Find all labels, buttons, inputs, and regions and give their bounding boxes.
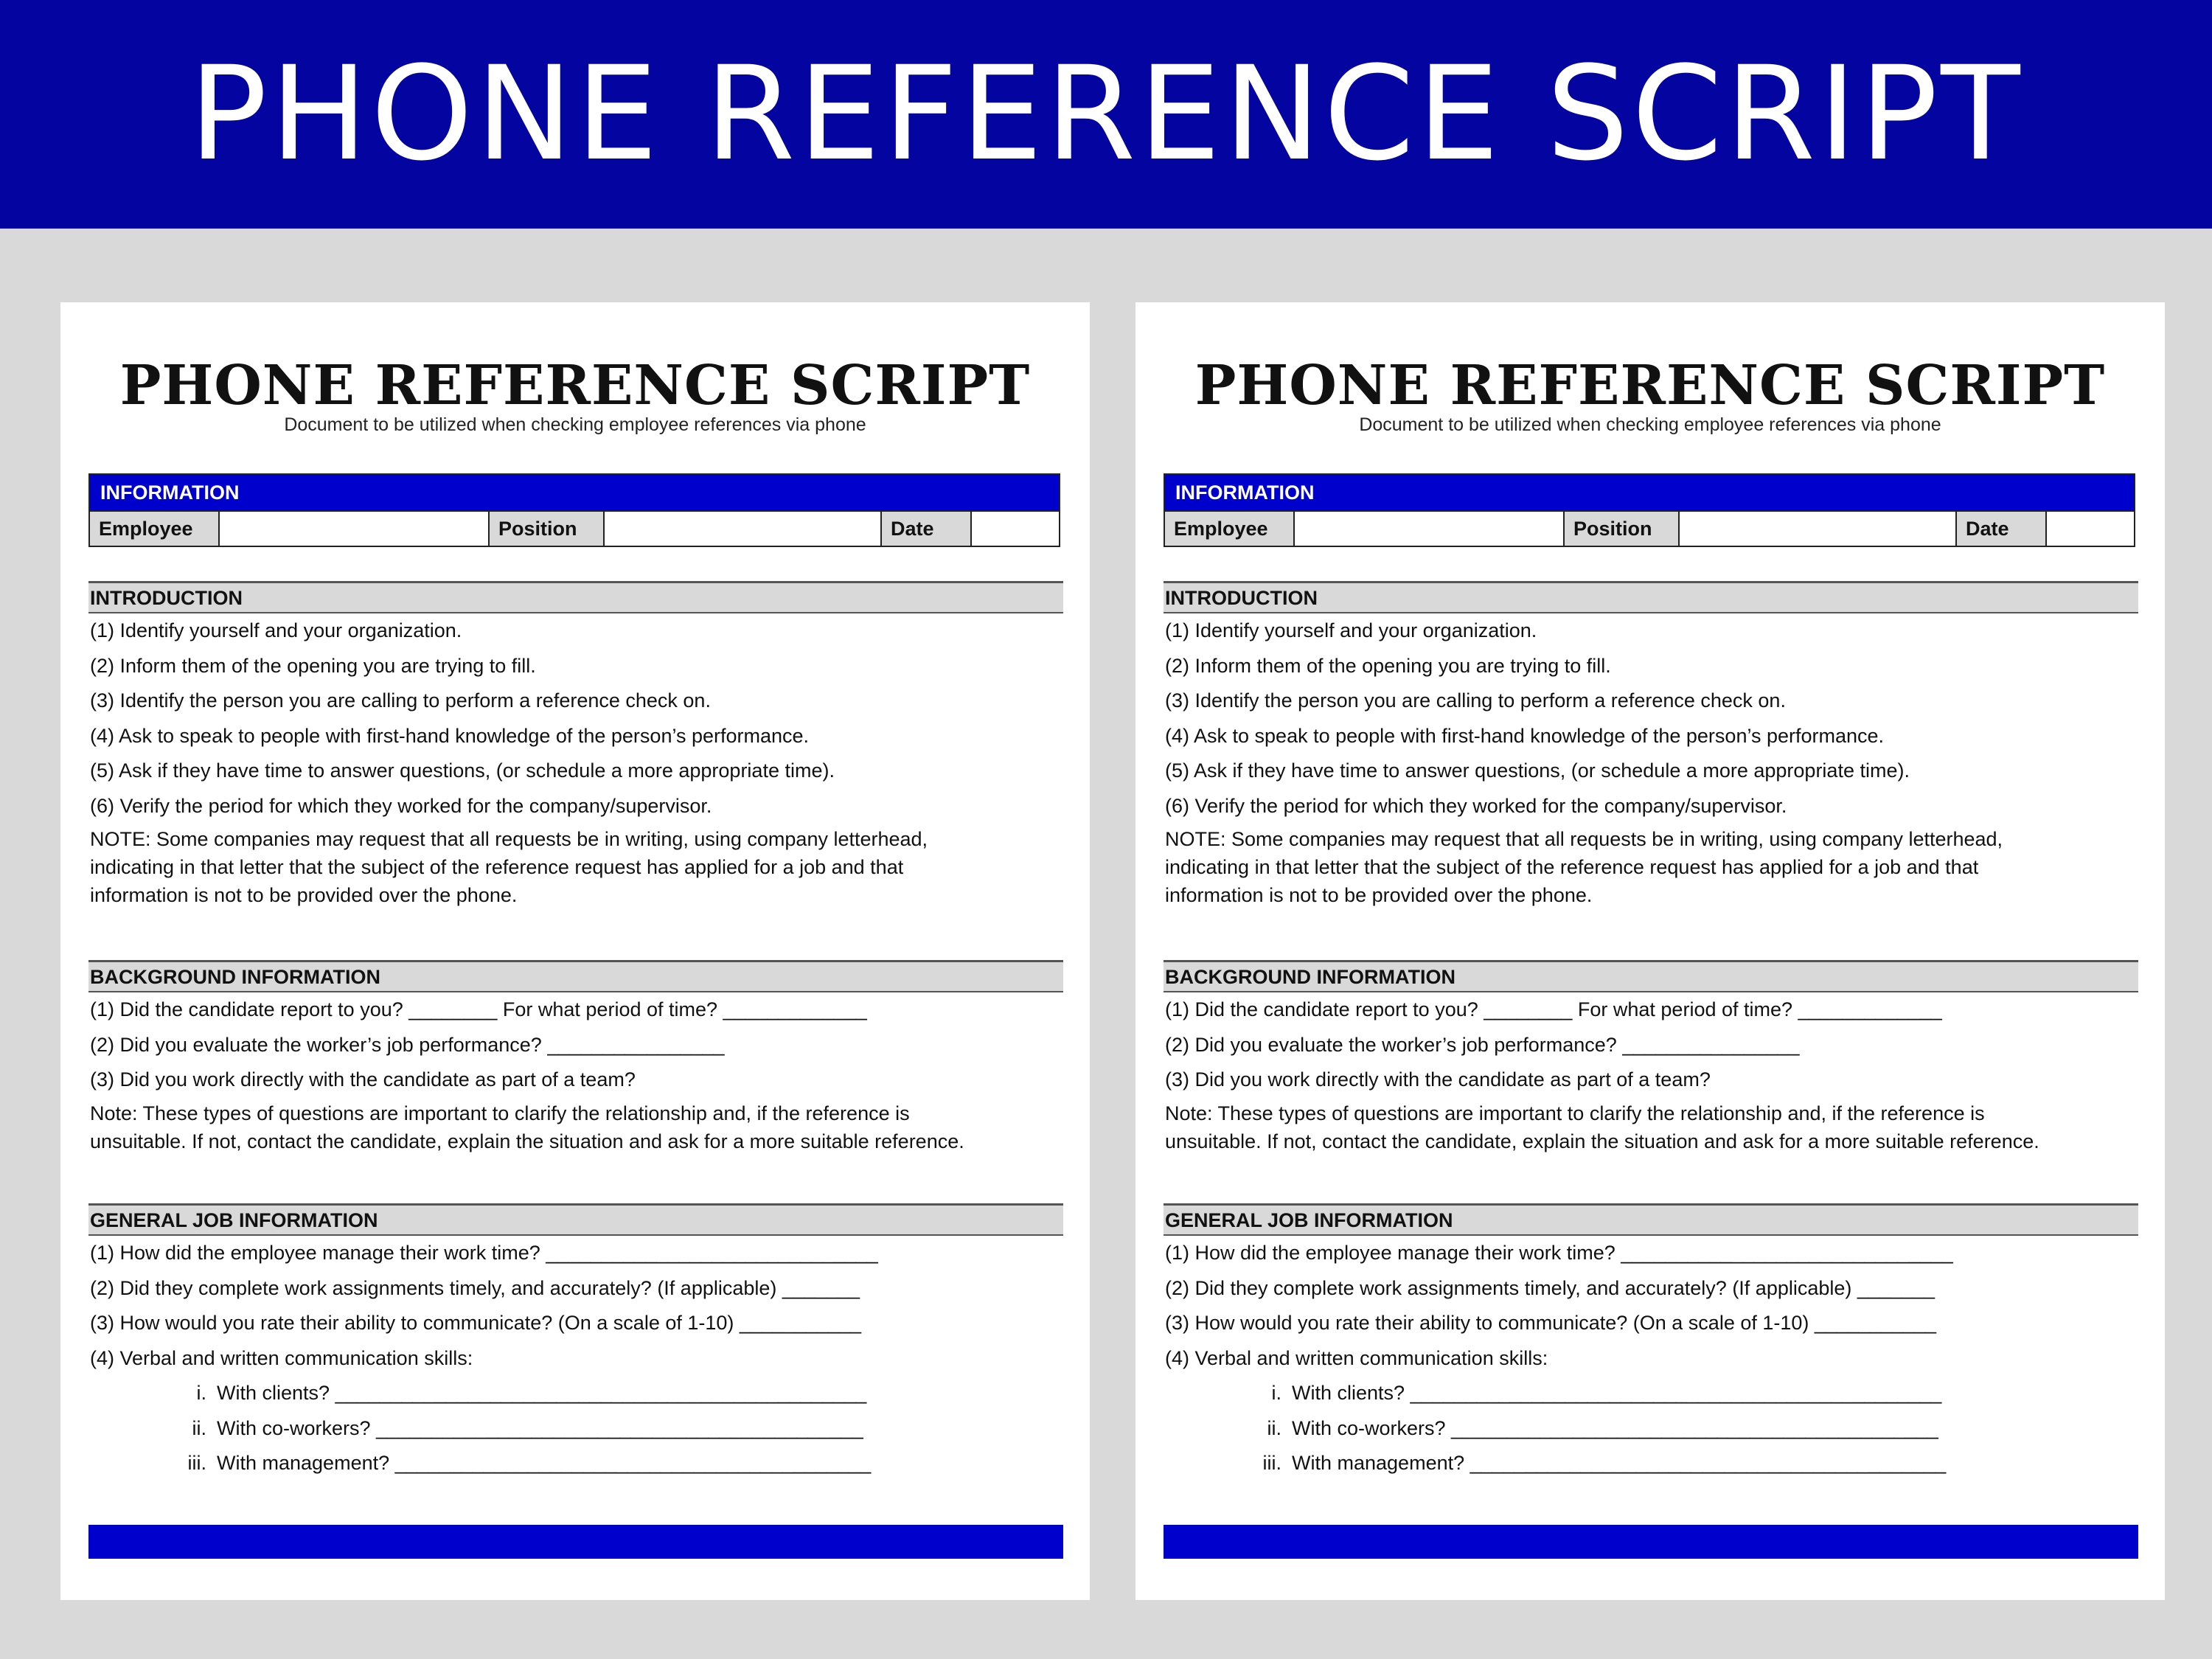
- list-item: (3) Identify the person you are calling to perform a reference check on.: [90, 689, 711, 712]
- information-table: [1164, 473, 2135, 547]
- sub-item: [1164, 1446, 2138, 1481]
- information-row: [1165, 512, 2134, 546]
- list-item: (4) Verbal and written communication skills:: [1165, 1346, 1548, 1369]
- note-line: unsuitable. If not, contact the candidate, explain the situation and ask for a more suitable reference.: [1165, 1130, 2039, 1152]
- position-label: Position: [490, 512, 605, 546]
- sub-item-number: iii.: [1262, 1452, 1281, 1474]
- list-item: (1) How did the employee manage their work time? ______________________________: [90, 1242, 878, 1264]
- document-subtitle: Document to be utilized when checking employee references via phone: [1359, 414, 1941, 435]
- introduction-section: [1164, 581, 2138, 909]
- list-item: (6) Verify the period for which they worked for the company/supervisor.: [1165, 794, 1787, 817]
- background-section: [1164, 960, 2138, 1155]
- list-item: (3) Did you work directly with the candidate as part of a team?: [1165, 1068, 1711, 1091]
- information-header: INFORMATION: [1165, 475, 2134, 512]
- date-label: Date: [1957, 512, 2047, 546]
- introduction-header: INTRODUCTION: [88, 581, 1063, 613]
- footer-bar: [1164, 1525, 2138, 1559]
- sub-item: [1164, 1376, 2138, 1411]
- document-title: PHONE REFERENCE SCRIPT: [119, 354, 1031, 417]
- introduction-note: [1164, 824, 2138, 909]
- list-item: (2) Did you evaluate the worker’s job performance? ________________: [1165, 1033, 1800, 1056]
- list-item: (6) Verify the period for which they worked for the company/supervisor.: [90, 794, 712, 817]
- employee-label: Employee: [90, 512, 220, 546]
- date-field[interactable]: [972, 512, 1059, 546]
- document-preview-left: [60, 302, 1090, 1600]
- note-line: NOTE: Some companies may request that all requests be in writing, using company letterhead,: [90, 828, 928, 850]
- document-subtitle: Document to be utilized when checking employee references via phone: [284, 414, 866, 435]
- list-item: (1) Did the candidate report to you? ________ For what period of time? _____________: [1165, 998, 1942, 1020]
- list-item: (4) Verbal and written communication skills:: [90, 1346, 473, 1369]
- sub-item-number: ii.: [1267, 1416, 1281, 1439]
- list-item: (1) Did the candidate report to you? ________ For what period of time? _____________: [90, 998, 867, 1020]
- list-item: (4) Ask to speak to people with first-hand knowledge of the person’s performance.: [90, 724, 810, 747]
- sub-item-number: ii.: [192, 1416, 206, 1439]
- introduction-note: [88, 824, 1063, 909]
- list-item: (5) Ask if they have time to answer questions, (or schedule a more appropriate time).: [90, 759, 835, 782]
- document-preview-right: [1135, 302, 2165, 1600]
- banner: [0, 0, 2212, 229]
- employee-field[interactable]: [1295, 512, 1565, 546]
- note-line: Note: These types of questions are important to clarify the relationship and, if the reference is: [1165, 1102, 1985, 1124]
- date-field[interactable]: [2047, 512, 2134, 546]
- note-line: indicating in that letter that the subject of the reference request has applied for a job and that: [90, 856, 904, 878]
- employee-label: Employee: [1165, 512, 1295, 546]
- sub-item-number: i.: [1271, 1382, 1281, 1404]
- employee-field[interactable]: [220, 512, 490, 546]
- list-item: (1) Identify yourself and your organization.: [90, 619, 462, 641]
- sub-item-text: With management? ___________________________________________: [217, 1452, 872, 1474]
- information-row: [90, 512, 1059, 546]
- general-header: GENERAL JOB INFORMATION: [1164, 1203, 2138, 1236]
- list-item: (5) Ask if they have time to answer questions, (or schedule a more appropriate time).: [1165, 759, 1910, 782]
- note-line: indicating in that letter that the subject of the reference request has applied for a job and that: [1165, 856, 1979, 878]
- sub-item: [88, 1376, 1063, 1411]
- position-field[interactable]: [1680, 512, 1957, 546]
- background-header: BACKGROUND INFORMATION: [88, 960, 1063, 992]
- position-label: Position: [1565, 512, 1680, 546]
- date-label: Date: [882, 512, 972, 546]
- background-section: [88, 960, 1063, 1155]
- sub-item-text: With clients? ________________________________________________: [1292, 1382, 1942, 1404]
- note-line: unsuitable. If not, contact the candidate, explain the situation and ask for a more suitable reference.: [90, 1130, 964, 1152]
- sub-item-text: With co-workers? ____________________________________________: [217, 1416, 863, 1439]
- document-title: PHONE REFERENCE SCRIPT: [1194, 354, 2106, 417]
- list-item: (1) How did the employee manage their work time? ______________________________: [1165, 1242, 1953, 1264]
- note-line: information is not to be provided over the phone.: [1165, 884, 1593, 906]
- introduction-header: INTRODUCTION: [1164, 581, 2138, 613]
- background-note: [88, 1098, 1063, 1155]
- list-item: (3) How would you rate their ability to communicate? (On a scale of 1-10) ___________: [90, 1312, 862, 1334]
- list-item: (1) Identify yourself and your organization.: [1165, 619, 1537, 641]
- list-item: (2) Did they complete work assignments timely, and accurately? (If applicable) _______: [90, 1276, 860, 1299]
- information-header: INFORMATION: [90, 475, 1059, 512]
- banner-title: PHONE REFERENCE SCRIPT: [189, 38, 2023, 189]
- background-header: BACKGROUND INFORMATION: [1164, 960, 2138, 992]
- sub-item-number: i.: [196, 1382, 206, 1404]
- note-line: information is not to be provided over the phone.: [90, 884, 518, 906]
- sub-item-number: iii.: [187, 1452, 206, 1474]
- sub-item: [88, 1411, 1063, 1447]
- footer-bar: [88, 1525, 1063, 1559]
- general-section: [1164, 1203, 2138, 1481]
- general-section: [88, 1203, 1063, 1481]
- sub-item-text: With co-workers? ____________________________________________: [1292, 1416, 1938, 1439]
- sub-item-text: With management? ___________________________________________: [1292, 1452, 1947, 1474]
- sub-item-text: With clients? ________________________________________________: [217, 1382, 867, 1404]
- introduction-section: [88, 581, 1063, 909]
- list-item: (2) Inform them of the opening you are trying to fill.: [1165, 654, 1611, 677]
- list-item: (3) Identify the person you are calling to perform a reference check on.: [1165, 689, 1786, 712]
- note-line: NOTE: Some companies may request that all requests be in writing, using company letterhead,: [1165, 828, 2003, 850]
- sub-item: [1164, 1411, 2138, 1447]
- list-item: (2) Did they complete work assignments timely, and accurately? (If applicable) _______: [1165, 1276, 1935, 1299]
- information-table: [88, 473, 1060, 547]
- list-item: (2) Inform them of the opening you are trying to fill.: [90, 654, 536, 677]
- note-line: Note: These types of questions are important to clarify the relationship and, if the reference is: [90, 1102, 910, 1124]
- list-item: (2) Did you evaluate the worker’s job performance? ________________: [90, 1033, 725, 1056]
- background-note: [1164, 1098, 2138, 1155]
- sub-item: [88, 1446, 1063, 1481]
- general-header: GENERAL JOB INFORMATION: [88, 1203, 1063, 1236]
- list-item: (3) Did you work directly with the candidate as part of a team?: [90, 1068, 636, 1091]
- list-item: (4) Ask to speak to people with first-hand knowledge of the person’s performance.: [1165, 724, 1885, 747]
- position-field[interactable]: [605, 512, 882, 546]
- list-item: (3) How would you rate their ability to communicate? (On a scale of 1-10) ___________: [1165, 1312, 1937, 1334]
